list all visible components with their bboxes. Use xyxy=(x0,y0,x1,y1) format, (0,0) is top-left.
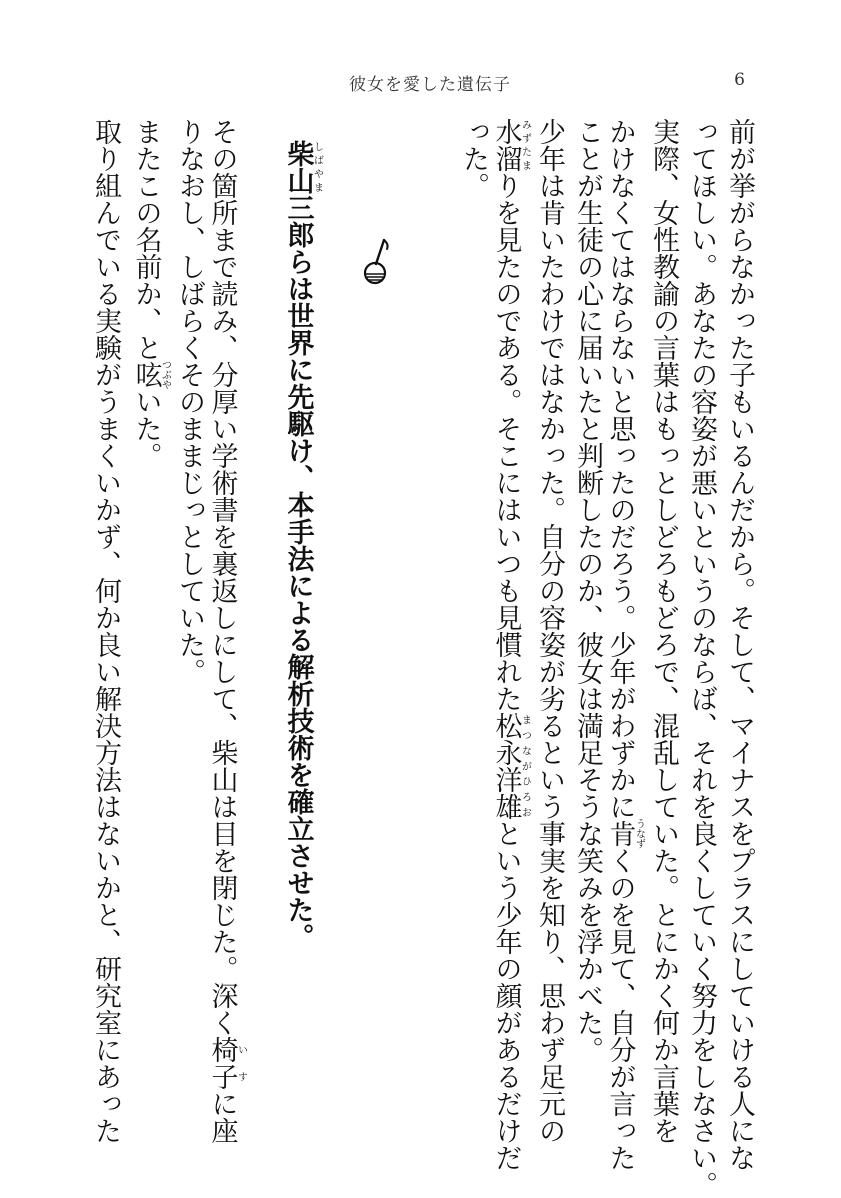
text-run: った。 xyxy=(458,118,489,199)
text-column-l6 xyxy=(530,118,568,1144)
page-number: 6 xyxy=(734,70,745,90)
text-column-l3 xyxy=(644,118,682,1144)
text-run: 実際、女性教諭の言葉はもっとしどろもどろで、混乱していた。とにかく何か言葉を xyxy=(648,118,679,1144)
ruby-reading: まつながひろお xyxy=(519,712,531,820)
ruby-base: 椅子 xyxy=(206,1036,238,1090)
bulb-ornament-icon xyxy=(362,238,392,286)
text-run: くのを見て、自分が言った xyxy=(604,847,636,1171)
ruby-base: 肯 xyxy=(604,818,636,849)
text-column-l5 xyxy=(568,118,606,1098)
text-run: ってほしい。あなたの容姿が悪いというのならば、それを良くしていく努力をしなさい。 xyxy=(686,118,717,1198)
text-column-l7 xyxy=(490,118,531,1171)
text-run: 三郎らは世界に先駆け、本手法による解析技術を確立させた。 xyxy=(282,194,314,950)
running-title: 彼女を愛した遺伝子 xyxy=(349,75,511,95)
text-column-l12 xyxy=(132,118,170,1098)
text-run: 少年は肯いたわけではなかった。自分の容姿が劣るという事実を知り、思わず足元の xyxy=(534,118,565,1144)
ruby-annotation xyxy=(282,140,323,194)
ruby-annotation xyxy=(130,359,171,390)
text-run: かけなくてはならないと思ったのだろう。少年がわずかに xyxy=(604,118,636,820)
ruby-base: 呟 xyxy=(130,359,162,390)
text-run: ことが生徒の心に届いたと判断したのか、彼女は満足そうな笑みを浮かべた。 xyxy=(572,118,603,1063)
text-run: 前が挙がらなかった子もいるんだから。そして、マイナスをプラスにしていける人にな xyxy=(724,118,755,1171)
ruby-annotation xyxy=(490,712,531,820)
ruby-base: 水溜 xyxy=(490,118,522,172)
ruby-annotation xyxy=(490,118,531,172)
text-column-l8 xyxy=(454,118,492,1098)
text-column-l4 xyxy=(604,118,645,1171)
ruby-reading: いす xyxy=(235,1036,247,1090)
text-run: りを見たのである。そこにはいつも見慣れた xyxy=(490,172,522,712)
ruby-base: 柴山 xyxy=(282,140,314,194)
text-run: いた。 xyxy=(130,388,162,469)
text-column-l1 xyxy=(720,118,758,1171)
ruby-reading: しばやま xyxy=(311,140,323,194)
text-column-l13 xyxy=(86,118,124,1144)
text-column-l2 xyxy=(682,118,720,1198)
ruby-reading: みずたま xyxy=(519,118,531,172)
text-run: という少年の顔があるだけだ xyxy=(490,820,522,1171)
text-run: またこの名前か、と xyxy=(130,118,162,361)
text-run: 取り組んでいる実験がうまくいかず、何か良い解決方法はないかと、研究室にあった xyxy=(90,118,121,1144)
ruby-reading: つぶや xyxy=(159,359,171,390)
text-column-l10 xyxy=(206,118,247,1144)
text-run: りなおし、しばらくそのままじっとしていた。 xyxy=(174,118,205,685)
text-run: に座 xyxy=(206,1090,238,1144)
text-column-l9 xyxy=(284,140,322,1120)
ruby-annotation xyxy=(206,1036,247,1090)
text-run: その箇所まで読み、分厚い学術書を裏返しにして、柴山は目を閉じた。深く xyxy=(206,118,238,1036)
ruby-base: 松永洋雄 xyxy=(490,712,522,820)
ruby-annotation xyxy=(604,818,645,849)
text-column-l11 xyxy=(170,118,208,1098)
ruby-reading: うなず xyxy=(633,818,645,849)
